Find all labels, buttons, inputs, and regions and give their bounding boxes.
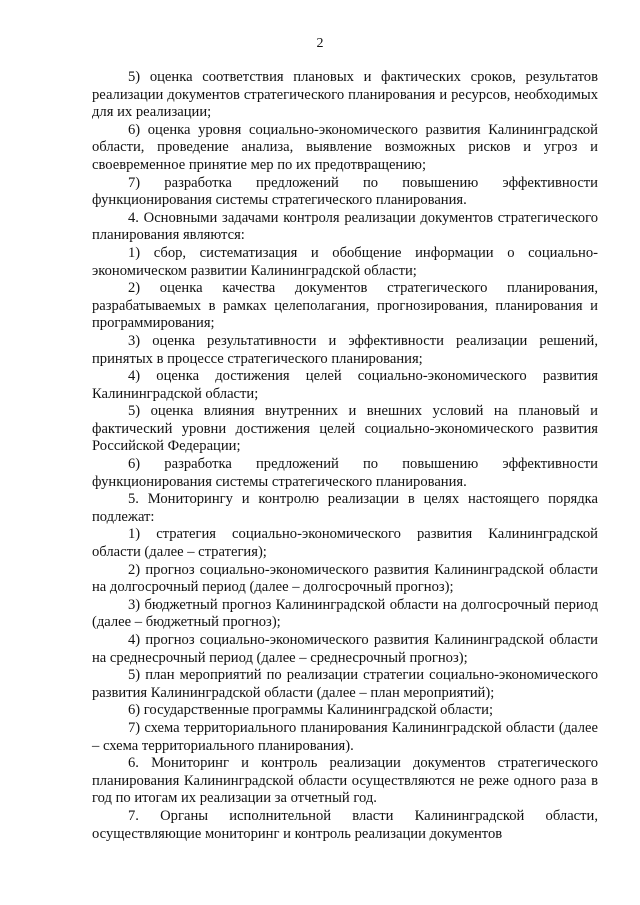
paragraph: 5) оценка соответствия плановых и фактических сроков, результатов реализации документов стратегического планирования и ресурсов, необходимых для их реализации; (92, 69, 598, 121)
paragraph: 7. Органы исполнительной власти Калининградской области, осуществляющие мониторинг и контроль реализации документов (92, 807, 598, 842)
paragraph: 5. Мониторингу и контролю реализации в целях настоящего порядка подлежат: (92, 491, 598, 525)
paragraph: 3) бюджетный прогноз Калининградской области на долгосрочный период (далее – бюджетный прогноз); (92, 596, 598, 631)
paragraph: 2) оценка качества документов стратегического планирования, разрабатываемых в рамках целеполагания, прогнозирования, планирования и программирования; (92, 280, 598, 332)
paragraph: 1) сбор, систематизация и обобщение информации о социально-экономическом развитии Калининградской области; (92, 244, 598, 279)
paragraph: 6) оценка уровня социально-экономического развития Калининградской области, проведение анализа, выявление возможных рисков и угроз и своевременное принятие мер по их предотвращению; (92, 121, 598, 173)
paragraph: 3) оценка результативности и эффективности реализации решений, принятых в процессе стратегического планирования; (92, 332, 598, 367)
paragraph: 1) стратегия социально-экономического развития Калининградской области (далее – стратегия); (92, 526, 598, 561)
paragraph: 4) прогноз социально-экономического развития Калининградской области на среднесрочный период (далее – среднесрочный прогноз); (92, 632, 598, 666)
paragraph: 7) разработка предложений по повышению эффективности функционирования системы стратегического планирования. (92, 174, 598, 209)
paragraph: 4) оценка достижения целей социально-экономического развития Калининградской области; (92, 368, 598, 402)
document-body (92, 69, 598, 843)
page-number: 2 (316, 36, 324, 51)
paragraph: 6) разработка предложений по повышению эффективности функционирования системы стратегического планирования. (92, 456, 598, 490)
paragraph: 6. Мониторинг и контроль реализации документов стратегического планирования Калининградской области осуществляются не реже одного раза в год по итогам их реализации за отчетный год. (92, 755, 598, 807)
paragraph: 6) государственные программы Калининградской области; (128, 702, 493, 719)
paragraph: 5) оценка влияния внутренних и внешних условий на плановый и фактический уровни достижения целей социально-экономического развития Российской Федерации; (92, 403, 598, 455)
paragraph: 4. Основными задачами контроля реализации документов стратегического планирования являются: (92, 209, 598, 244)
paragraph: 7) схема территориального планирования Калининградской области (далее – схема территориального планирования). (92, 719, 598, 754)
paragraph: 2) прогноз социально-экономического развития Калининградской области на долгосрочный период (далее – долгосрочный прогноз); (92, 561, 598, 596)
paragraph: 5) план мероприятий по реализации стратегии социально-экономического развития Калининградской области (далее – план мероприятий); (92, 667, 598, 701)
